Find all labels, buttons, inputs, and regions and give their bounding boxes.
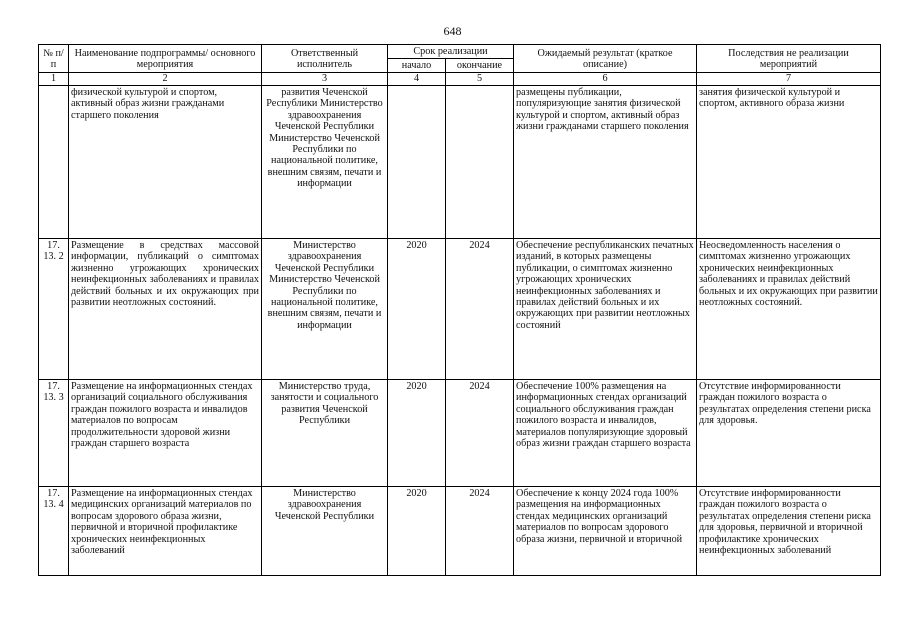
row-number	[39, 86, 69, 239]
column-number: 7	[697, 73, 881, 86]
row-name: Размещение на информационных стендах организаций социального обслуживания граждан пожилого возраста и инвалидов материалов по вопросам продолжительности здоровой жизни граждан старшего возраста	[69, 380, 262, 487]
column-number: 5	[446, 73, 514, 86]
header-end: окончание	[446, 59, 514, 73]
column-number: 1	[39, 73, 69, 86]
measures-table	[38, 44, 881, 576]
row-number: 17. 13. 2	[39, 239, 69, 380]
row-result: Обеспечение республиканских печатных изданий, в которых размещены публикации, о симптомах жизненно угрожающих хронических неинфекционных заболеваниях и правилах действий больных и их окружающих при развитии неотложных состояний	[514, 239, 697, 380]
header-num: № п/п	[39, 45, 69, 73]
row-name: Размещение на информационных стендах медицинских организаций материалов по вопросам здорового образа жизни, первичной и вторичной профилактике хронических неинфекционных заболеваний	[69, 487, 262, 576]
row-number: 17. 13. 3	[39, 380, 69, 487]
row-consequence: Отсутствие информированности граждан пожилого возраста о результатах определения степени риска для здоровья.	[697, 380, 881, 487]
row-result	[514, 487, 697, 576]
page-number: 648	[443, 24, 462, 38]
row-end: 2024	[446, 239, 514, 380]
row-consequence	[697, 487, 881, 576]
row-executor: Министерство здравоохранения Чеченской Республики	[262, 487, 388, 576]
column-number: 2	[69, 73, 262, 86]
column-number-row	[39, 73, 881, 86]
column-number: 4	[388, 73, 446, 86]
row-name: Размещение в средствах массовой информации, публикаций о симптомах жизненно угрожающих хронических неинфекционных заболеваниях и правилах действий больных и их окружающих при развитии неотложных состояний.	[69, 239, 262, 380]
table-row	[39, 86, 881, 239]
row-result: размещены публикации, популяризующие занятия физической культурой и спортом, активный образ жизни гражданами старшего поколения	[514, 86, 697, 239]
row-start	[388, 86, 446, 239]
table-row	[39, 487, 881, 576]
row-result-text: Обеспечение к концу 2024 года 100% размещения на информационных стендах медицинских организаций материалов по вопросам здорового образа жизни, первичной и вторичной	[516, 488, 683, 545]
row-consequence: Неосведомленность населения о симптомах жизненно угрожающих хронических неинфекционных заболеваниях и правилах действий больных и их окружающих при развитии неотложных состояний.	[697, 239, 881, 380]
row-start: 2020	[388, 380, 446, 487]
row-number: 17. 13. 4	[39, 487, 69, 576]
row-end: 2024	[446, 487, 514, 576]
column-number: 3	[262, 73, 388, 86]
row-consequence: занятия физической культурой и спортом, активного образа жизни	[697, 86, 881, 239]
row-result: Обеспечение 100% размещения на информационных стендах организаций социального обслуживания граждан пожилого возраста и инвалидов, материалов популяризующие здоровый образ жизни граждан старшего возраста	[514, 380, 697, 487]
row-name: физической культурой и спортом, активный образ жизни гражданами старшего поколения	[69, 86, 262, 239]
row-start: 2020	[388, 487, 446, 576]
row-consequence-text: Отсутствие информированности граждан пожилого возраста о результатах определения степени риска для здоровья, первичной и вторичной профилактике хронических неинфекционных заболеваний	[699, 488, 871, 557]
header-name: Наименование подпрограммы/ основного мероприятия	[69, 45, 262, 73]
header-start: начало	[388, 59, 446, 73]
row-executor: развития Чеченской Республики Министерство здравоохранения Чеченской Республики Министерство Чеченской Республики по национальной политике, внешним связям, печати и информации	[262, 86, 388, 239]
table-row	[39, 380, 881, 487]
header-term: Срок реализации	[388, 45, 514, 59]
header-executor: Ответственный исполнитель	[262, 45, 388, 73]
table-row	[39, 239, 881, 380]
header-result: Ожидаемый результат (краткое описание)	[514, 45, 697, 73]
row-end: 2024	[446, 380, 514, 487]
row-end	[446, 86, 514, 239]
header-consequence: Последствия не реализации мероприятий	[697, 45, 881, 73]
column-number: 6	[514, 73, 697, 86]
row-executor: Министерство здравоохранения Чеченской Республики Министерство Чеченской Республики по национальной политике, внешним связям, печати и информации	[262, 239, 388, 380]
row-executor: Министерство труда, занятости и социального развития Чеченской Республики	[262, 380, 388, 487]
row-start: 2020	[388, 239, 446, 380]
